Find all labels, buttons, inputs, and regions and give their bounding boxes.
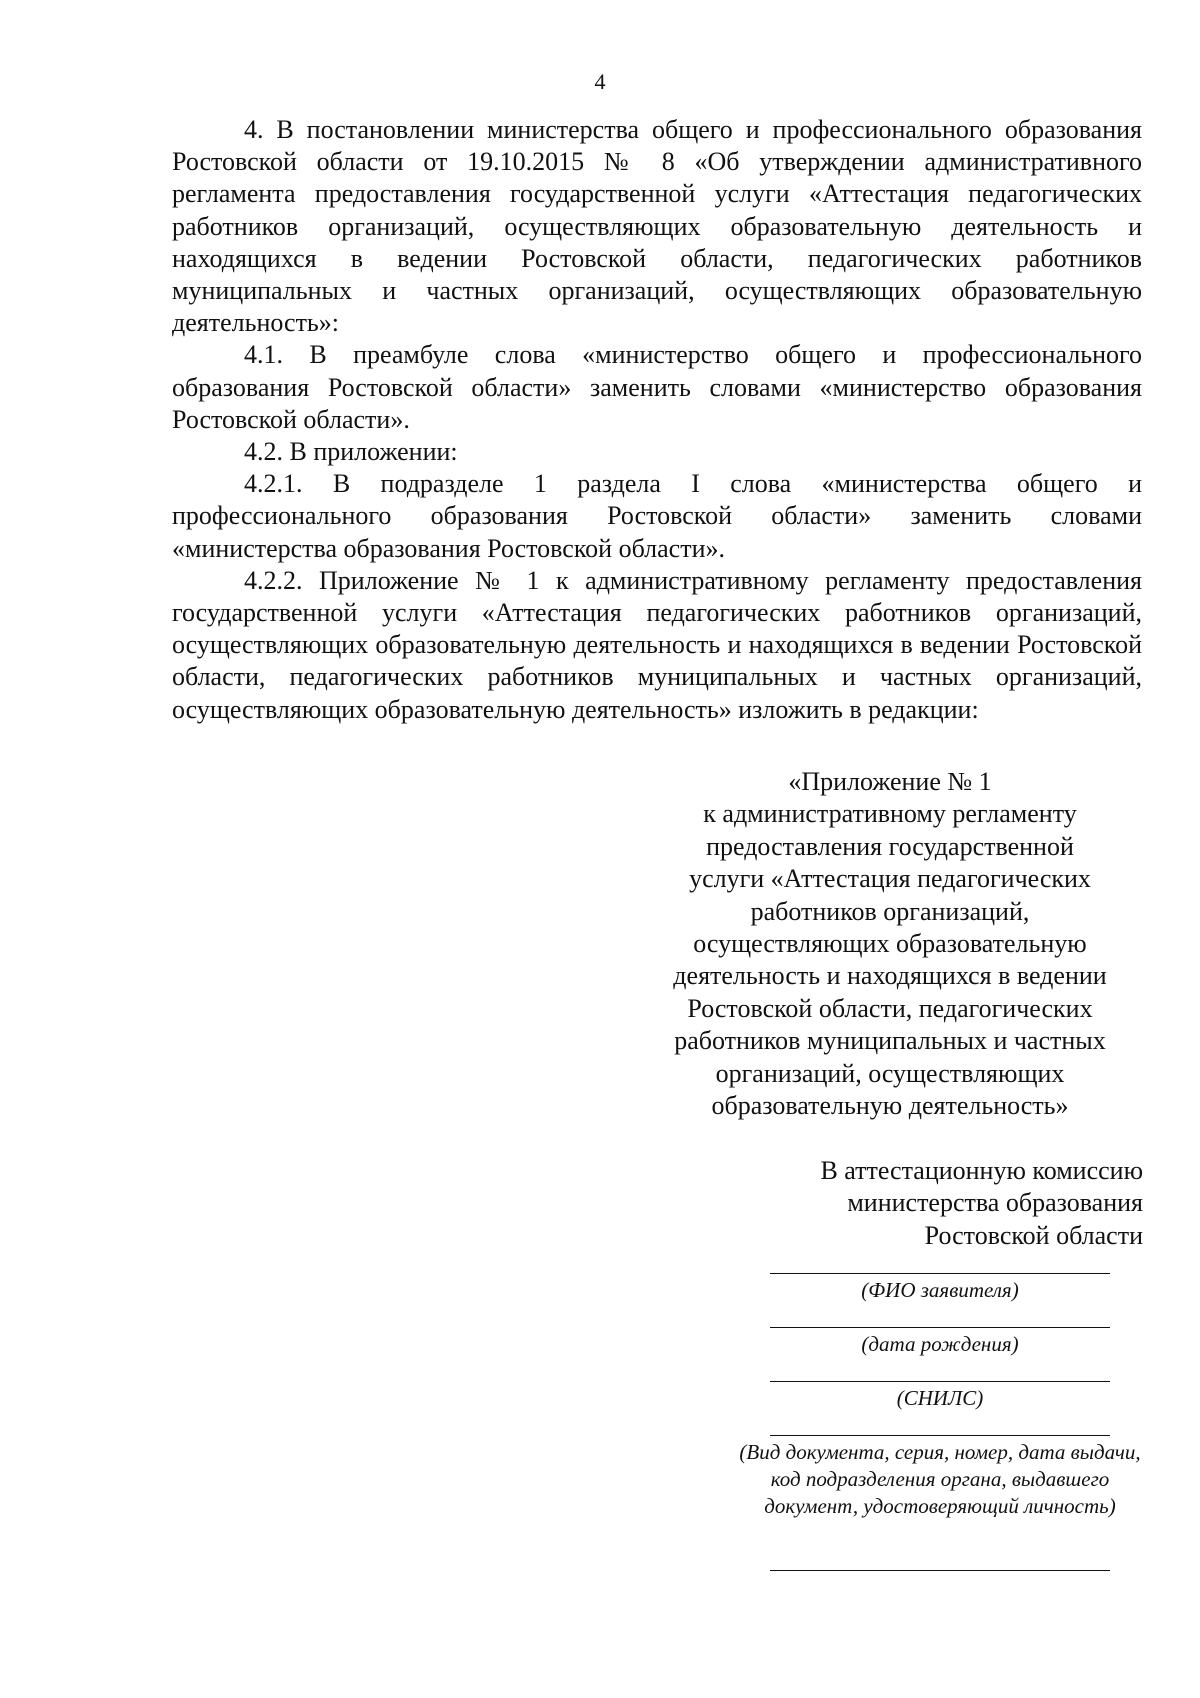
appendix-line: Ростовской области, педагогических xyxy=(687,993,1093,1023)
document-caption-line: код подразделения органа, выдавшего xyxy=(770,1467,1110,1491)
final-blank-line xyxy=(770,1570,1110,1571)
paragraph-4-2-2: 4.2.2. Приложение № 1 к административному регламенту предоставления государственной услуги «Аттестация педагогических работников организаций, осуществляющих образовательную деятельность и находящихся в ведении Ростовской области, педагогических работников муниципальных и частных организаций, осуществляющих образовательную деятельность» изложить в редакции: xyxy=(172,565,1142,724)
appendix-line: работников организаций, xyxy=(750,896,1030,926)
fio-caption: (ФИО заявителя) xyxy=(861,1278,1019,1302)
appendix-line: предоставления государственной xyxy=(706,831,1074,861)
fio-blank-line xyxy=(770,1273,1110,1274)
paragraph-4-2: 4.2. В приложении: xyxy=(244,437,458,467)
document-caption-line: (Вид документа, серия, номер, дата выдачи, xyxy=(739,1440,1141,1464)
appendix-line: осуществляющих образовательную xyxy=(693,929,1087,959)
recipient-line: В аттестационную комиссию xyxy=(820,1156,1143,1185)
paragraph-4: 4. В постановлении министерства общего и профессионального образования Ростовской области от 19.10.2015 № 8 «Об утверждении административного регламента предоставления государственной услуги «Аттестация педагогических работников организаций, осуществляющих образовательную деятельность и находящихся в ведении Ростовской области, педагогических работников муниципальных и частных организаций, осуществляющих образовательную деятельность»: xyxy=(172,115,1142,338)
appendix-line: деятельность и находящихся в ведении xyxy=(673,961,1107,991)
body-text xyxy=(172,114,1142,726)
document-caption-line: документ, удостоверяющий личность) xyxy=(764,1494,1116,1518)
appendix-line: «Приложение № 1 xyxy=(788,767,992,796)
appendix-heading xyxy=(640,766,1140,1122)
recipient-line: министерства образования xyxy=(847,1188,1143,1218)
paragraph-4-2-1: 4.2.1. В подразделе 1 раздела I слова «министерства общего и профессионального образования Ростовской области» заменить словами «министерства образования Ростовской области». xyxy=(172,469,1142,563)
snils-blank-line xyxy=(770,1381,1110,1382)
birth-date-caption: (дата рождения) xyxy=(861,1332,1019,1356)
appendix-line: услуги «Аттестация педагогических xyxy=(689,864,1091,894)
appendix-line: образовательную деятельность» xyxy=(711,1091,1069,1121)
paragraph-4-1: 4.1. В преамбуле слова «министерство общего и профессионального образования Ростовской области» заменить словами «министерство образования Ростовской области». xyxy=(172,340,1142,434)
recipient-line: Ростовской области xyxy=(924,1220,1143,1250)
document-caption xyxy=(700,1439,1180,1520)
appendix-line: работников муниципальных и частных xyxy=(674,1026,1106,1056)
birth-date-blank-line xyxy=(770,1327,1110,1328)
snils-caption: (СНИЛС) xyxy=(896,1386,984,1410)
recipient-address xyxy=(643,1155,1143,1252)
appendix-line: организаций, осуществляющих xyxy=(715,1058,1065,1088)
document-blank-line xyxy=(770,1435,1110,1436)
page-number: 4 xyxy=(594,69,606,94)
appendix-line: к административному регламенту xyxy=(703,799,1077,829)
